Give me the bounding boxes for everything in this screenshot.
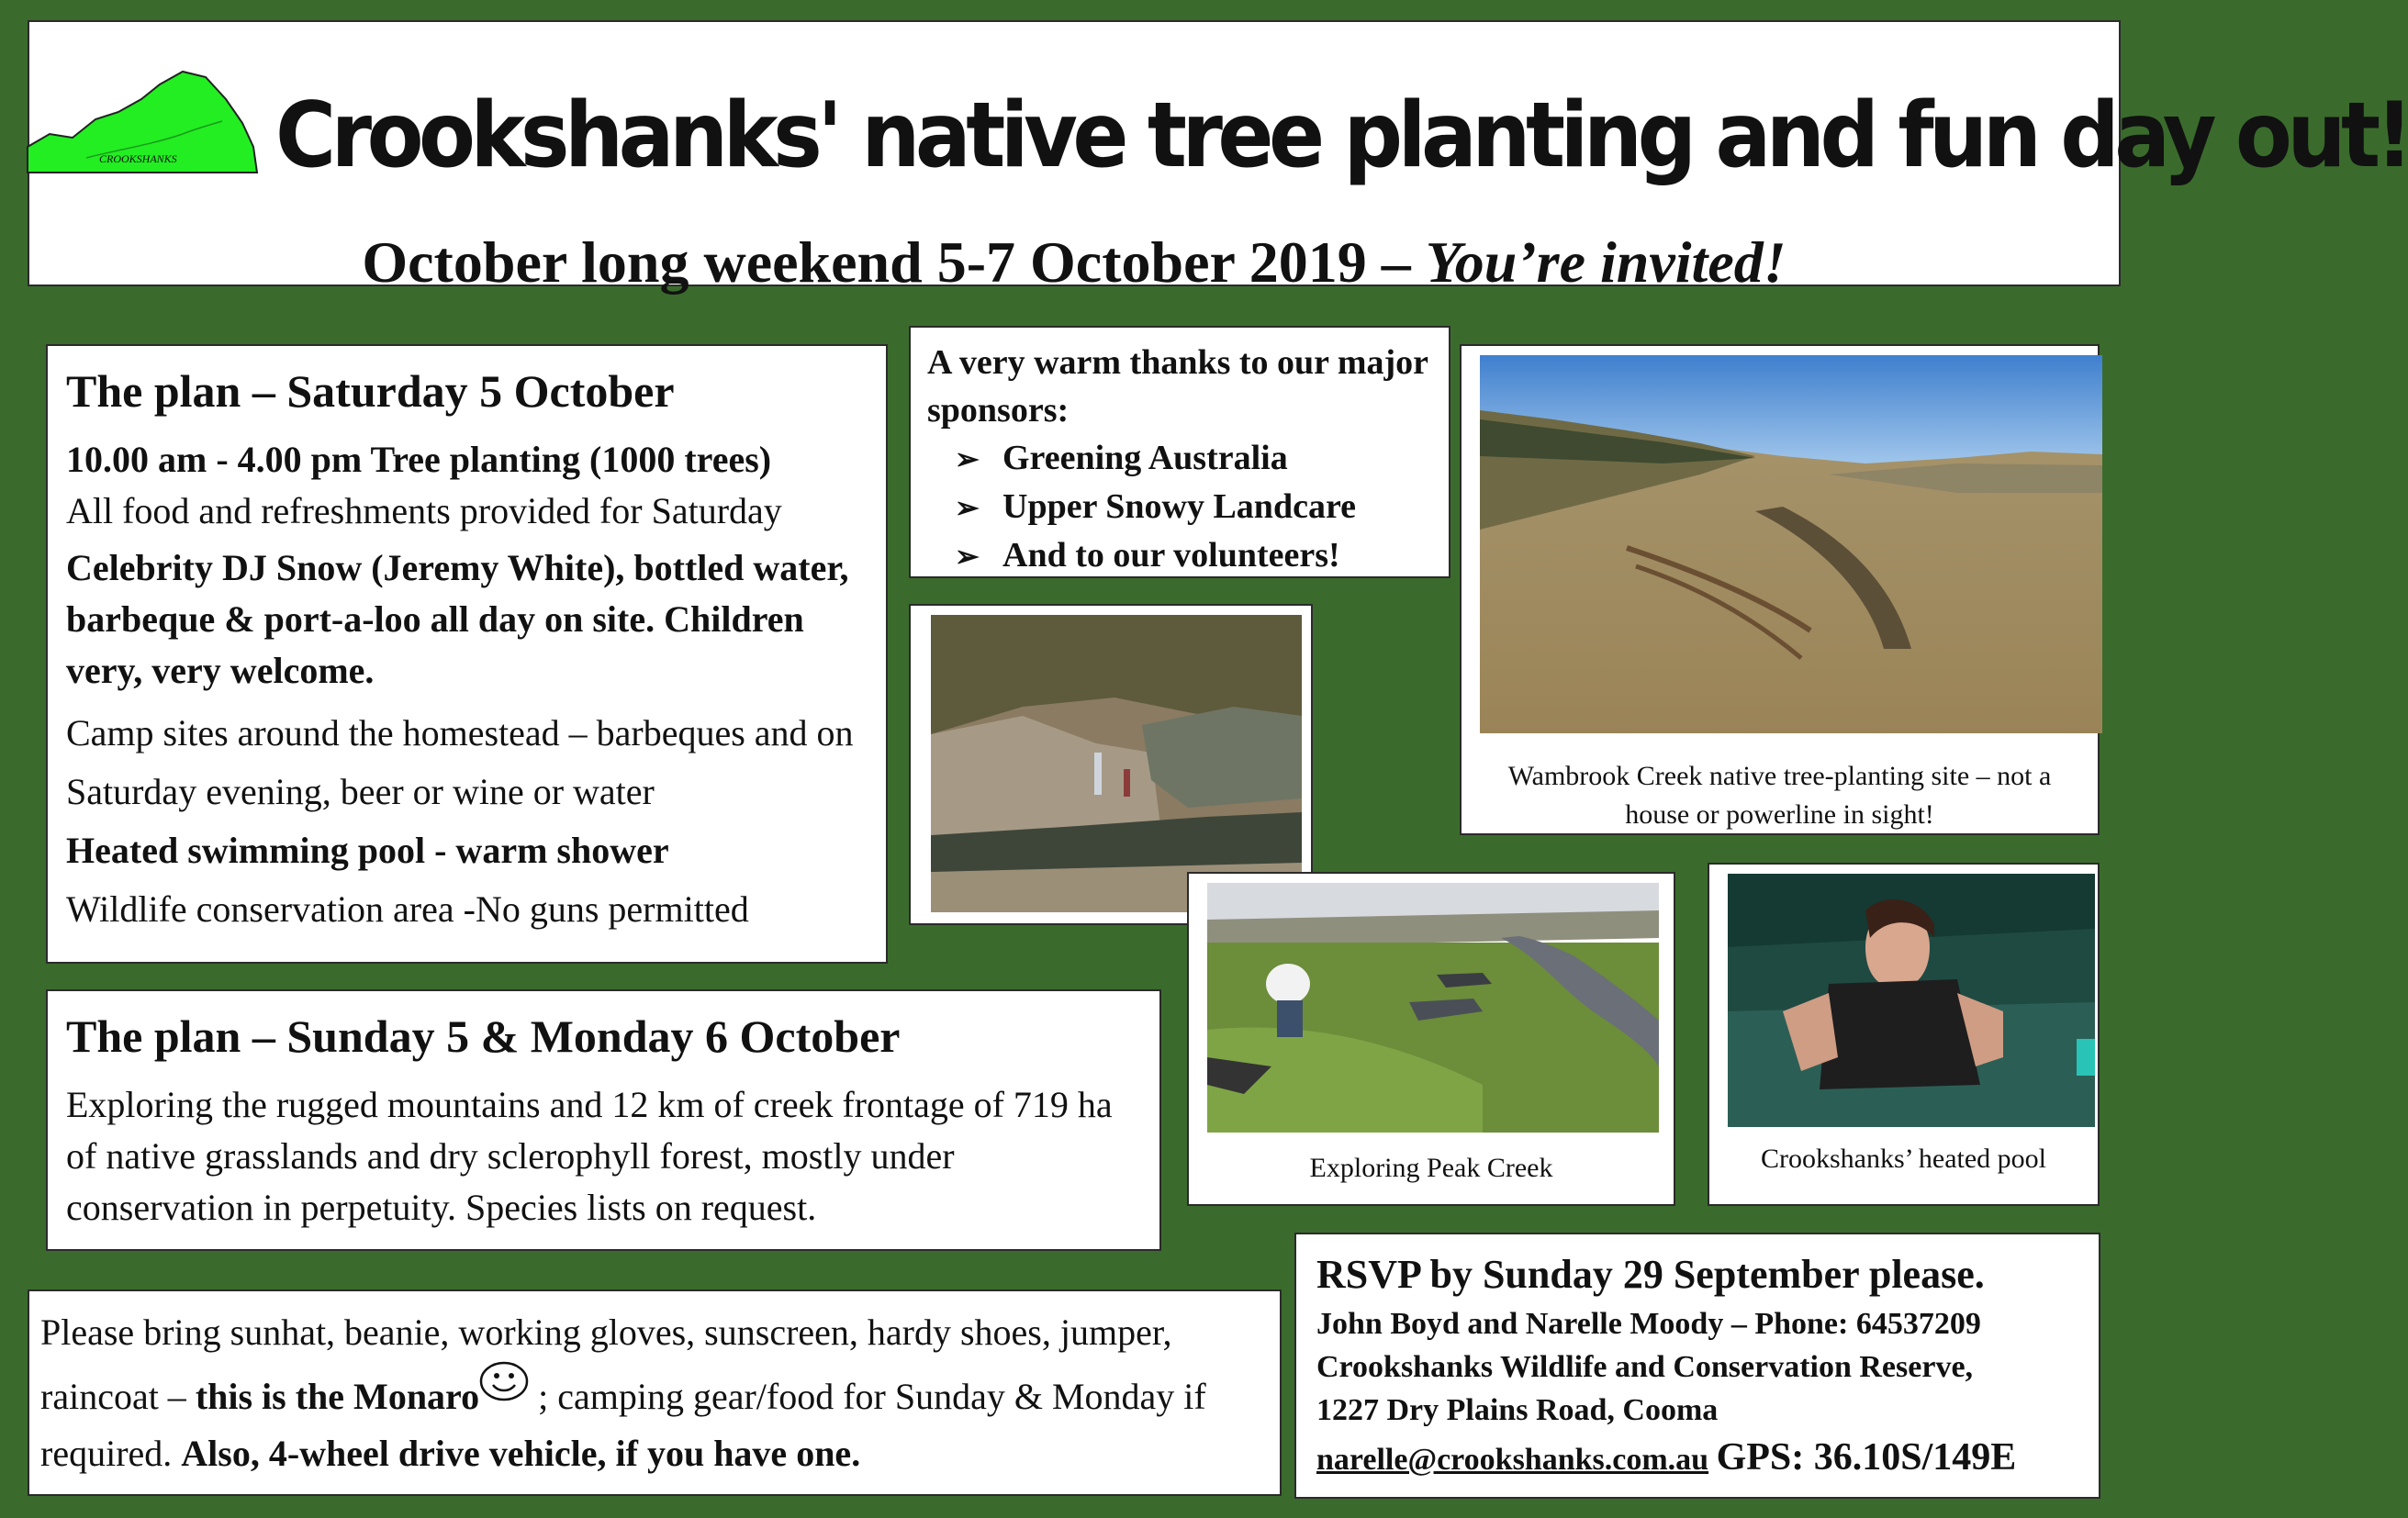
sponsor-item: ➢ Greening Australia <box>927 434 1436 483</box>
logo-label: CROOKSHANKS <box>99 152 177 165</box>
wambrook-creek-photo <box>1480 355 2102 733</box>
creek-rocks-photo <box>931 615 1302 912</box>
crookshanks-logo <box>22 62 261 176</box>
saturday-plan-panel <box>46 344 888 964</box>
peak-creek-photo-card <box>1187 872 1675 1206</box>
sunday-body: Exploring the rugged mountains and 12 km of creek frontage of 719 ha of native grasslands and dry sclerophyll forest, mostly under conservation in perpetuity. Species lists on request. <box>66 1084 1113 1228</box>
page-title: Crookshanks' native tree planting and fun day out! <box>275 84 2408 188</box>
arrowhead-bullet-icon: ➢ <box>955 540 980 573</box>
bring-text <box>40 1304 1267 1482</box>
saturday-camping: Camp sites around the homestead – barbeques and on Saturday evening, beer or wine or water <box>66 712 854 812</box>
saturday-food: All food and refreshments provided for Saturday <box>66 490 782 531</box>
sponsors-heading: A very warm thanks to our major sponsors: <box>927 343 1428 430</box>
heated-pool-photo <box>1728 874 2095 1127</box>
subtitle-invite: You’re invited! <box>1425 229 1786 295</box>
arrowhead-bullet-icon: ➢ <box>955 442 980 475</box>
rsvp-panel <box>1294 1233 2100 1499</box>
page-subtitle <box>29 222 2119 303</box>
bring-camping: ; camping gear/food for Sunday & Monday if required. <box>40 1376 1206 1474</box>
wambrook-photo-card <box>1460 344 2100 835</box>
smiley-icon <box>479 1361 529 1401</box>
rsvp-contact: John Boyd and Narelle Moody – Phone: 64537209 <box>1316 1307 1981 1341</box>
saturday-dj: Celebrity DJ Snow (Jeremy White), bottled water, barbeque & port-a-loo all day on site. Children very, very welcome. <box>66 547 849 691</box>
what-to-bring-panel <box>28 1289 1282 1496</box>
rsvp-reserve: Crookshanks Wildlife and Conservation Reserve, <box>1316 1350 1974 1384</box>
bring-4wd: Also, 4-wheel drive vehicle, if you have one. <box>181 1433 861 1474</box>
monaro-note: this is the Monaro <box>195 1376 480 1417</box>
saturday-heading: The plan – Saturday 5 October <box>66 365 675 417</box>
subtitle-dates: October long weekend 5-7 October 2019 – <box>362 229 1426 295</box>
rsvp-heading: RSVP by Sunday 29 September please. <box>1316 1252 1985 1297</box>
saturday-planting: 10.00 am - 4.00 pm Tree planting (1000 trees) <box>66 439 772 480</box>
gps-coordinates: GPS: 36.10S/149E <box>1716 1436 2017 1479</box>
bring-items: Please bring sunhat, beanie, working gloves, sunscreen, hardy shoes, jumper, raincoat – <box>40 1312 1172 1417</box>
peak-creek-caption: Exploring Peak Creek <box>1309 1153 1553 1183</box>
rsvp-email-line <box>1316 1432 2089 1486</box>
header-banner <box>28 20 2408 295</box>
saturday-wildlife: Wildlife conservation area -No guns permitted <box>66 888 749 930</box>
sunday-plan-panel <box>46 989 1161 1251</box>
pool-photo-card <box>1708 863 2100 1206</box>
sponsors-list <box>927 434 1436 580</box>
arrowhead-bullet-icon: ➢ <box>955 491 980 524</box>
sponsor-item: ➢ And to our volunteers! <box>927 531 1436 580</box>
sponsor-item: ➢ Upper Snowy Landcare <box>927 483 1436 531</box>
peak-creek-photo <box>1207 883 1659 1133</box>
sponsors-panel <box>909 326 1450 578</box>
saturday-pool: Heated swimming pool - warm shower <box>66 830 669 871</box>
rsvp-address: 1227 Dry Plains Road, Cooma <box>1316 1393 1719 1427</box>
pool-caption: Crookshanks’ heated pool <box>1760 1144 2047 1174</box>
sunday-heading: The plan – Sunday 5 & Monday 6 October <box>66 1010 901 1062</box>
wambrook-caption: Wambrook Creek native tree-planting site – not a house or powerline in sight! <box>1507 761 2052 830</box>
email-link[interactable]: narelle@crookshanks.com.au <box>1316 1443 1709 1477</box>
